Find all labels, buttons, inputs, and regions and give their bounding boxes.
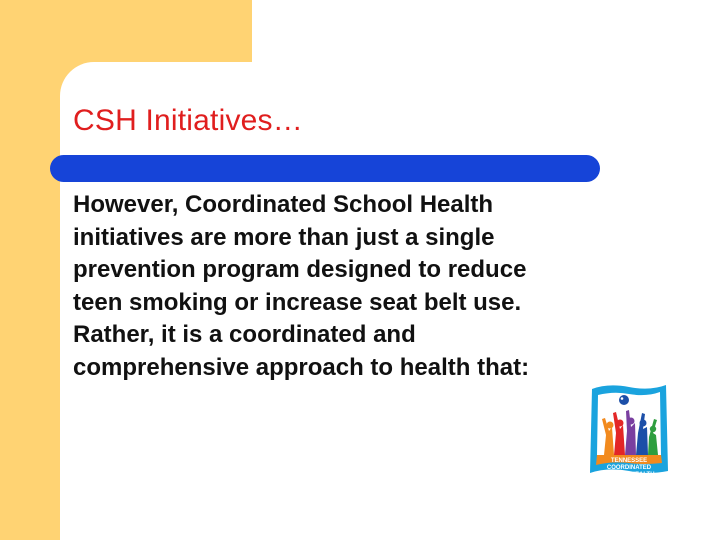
slide-title: CSH Initiatives… (73, 104, 303, 137)
slide-body-text: However, Coordinated School Health initiatives are more than just a single prevention program designed to reduce teen smoking or increase seat belt use. Rather, it is a coordinated and comprehensive approach to health that: (73, 191, 530, 381)
title-divider-bar (50, 155, 600, 182)
logo-text: TENNESSEE COORDINATED SCHOOL HEALTH (603, 458, 655, 478)
